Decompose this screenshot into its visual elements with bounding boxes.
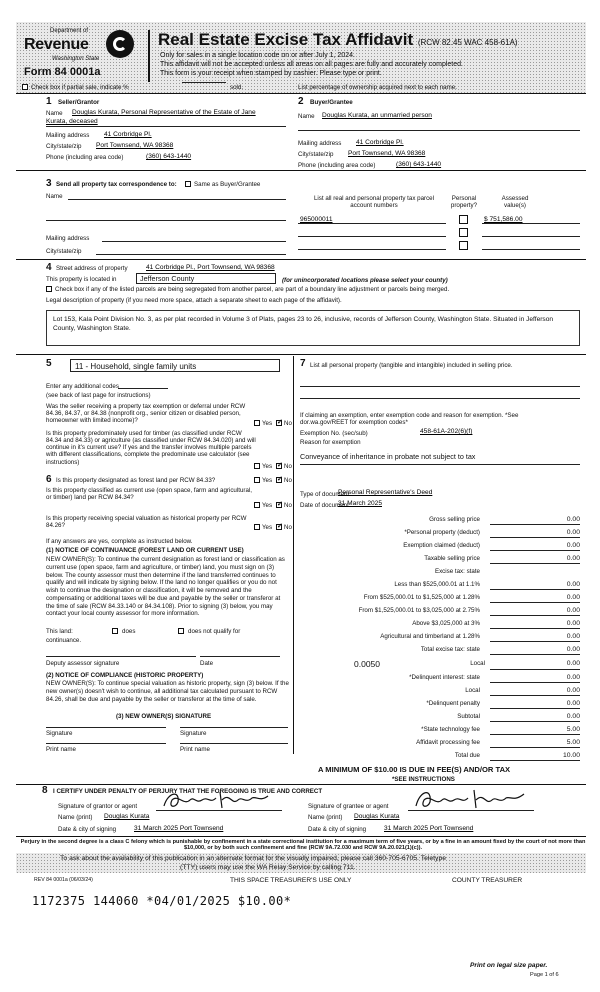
partial-sale-checkbox[interactable] [22,84,28,90]
exemption-intro: If claiming an exemption, enter exemption code and reason for exemption. *See dor.wa.gov/REET for exemption codes* [300,412,519,427]
personal-prop-checkbox-2[interactable] [459,228,468,237]
tax-row [300,633,580,642]
tax-value[interactable]: 0.00 [490,542,580,551]
county-label: This property is located in [46,276,117,283]
legal-label: Legal description of property (if you need more space, attach a separate sheet to each page of the affidavit). [46,297,342,304]
tax-row [300,687,580,696]
owner-print-label-1: Print name [46,746,76,753]
tax-value[interactable]: 0.00 [490,529,580,538]
grantor-sig-label: Signature of grantor or agent [58,803,138,810]
grantor-name-value[interactable]: Douglas Kurata [104,813,150,820]
q-historic: Is this property receiving special valuation as historical property per RCW 84.26? [46,515,247,530]
tax-value[interactable]: 0.00 [490,594,580,603]
section-4-number: 4 [46,262,52,273]
tax-value[interactable]: 0.00 [490,687,580,696]
notice-1-body: NEW OWNER(S): To continue the current designation as forest land or classification as current use (open space, farm and agriculture, or timber) land, you must sign on (3) below. The county assessor must then determine if the land transferred continues to qualify and will indicate by signing below. If the land no longer qualifies or you do not wish to continue the designation or classification, it will be removed and the compensating or additional taxes will be due and payable by the seller or transferor at the time of sale (RCW 84.33.140 or 84.34.108). Prior to signing (3) below, you may contact your local county assessor for more information. [46,556,285,618]
section-7-number: 7 [300,358,306,369]
notice-3-title: (3) NEW OWNER(S) SIGNATURE [116,713,212,720]
rule-s8 [16,784,586,785]
dept-line: Department of [50,28,89,34]
seller-title: Seller/Grantor [58,99,100,106]
tax-label: From $525,000.01 to $1,525,000 at 1.28% [363,594,480,601]
grantor-date-label: Date & city of signing [58,826,117,833]
minimum-due-note: A MINIMUM OF $10.00 IS DUE IN FEE(S) AND/OR TAX [318,765,511,774]
tax-label: *Personal property (deduct) [404,529,480,536]
doc-date-label: Date of document [300,502,349,509]
tax-label: Total excise tax: state [420,646,480,653]
street-value[interactable]: 41 Corbridge Pl., Port Townsend, WA 98368 [146,264,275,271]
q-historic-no[interactable] [276,524,282,530]
buyer-name-value[interactable]: Douglas Kurata, an unmarried person [322,112,432,119]
owner-sig-field-2[interactable] [180,727,288,728]
land-does-not-checkbox[interactable] [178,628,184,634]
tax-label: Agricultural and timberland at 1.28% [380,633,480,640]
seller-mail-label: Mailing address [46,132,90,139]
q-timber-yes-label: Yes [262,463,273,470]
tax-row [300,739,580,748]
deputy-date-label: Date [200,660,214,667]
parcel-line-2 [298,236,446,237]
page-number: Page 1 of 6 [530,972,559,978]
section-2-number: 2 [298,96,304,107]
assessed-line-3 [482,249,580,250]
q-exempt-no[interactable] [276,420,282,426]
corr-city-field[interactable] [96,254,286,255]
doc-date-value[interactable]: 31 March 2025 [338,500,382,507]
seller-phone-value[interactable]: (360) 643-1440 [146,153,192,160]
q-timber-no-label: No [284,463,292,470]
correspondence-title: Send all property tax correspondence to: [56,181,177,188]
legal-description-field[interactable] [46,310,580,346]
tax-row-local [300,660,580,670]
tax-row [300,726,580,735]
personal-prop-field-2[interactable] [300,398,580,399]
header-sub-2: This affidavit will not be accepted unless all areas on all pages are fully and accurately completed. [160,61,463,68]
perjury-notice: Perjury in the second degree is a class C felony which is punishable by confinement in a state correctional institution for a maximum term of five years, or by a fine in an amount fixed by the court of not more than $10,000, or by both such confinement and fine (RCW 9A.72.030 and RCW 9A.20.021(1)(c)). [20,839,586,852]
local-rate[interactable]: 0.0050 [354,659,380,669]
seller-name-1[interactable]: Douglas Kurata, Personal Representative of the Estate of Jane [72,109,256,116]
local-label: Local [470,660,485,667]
personal-prop-title: List all personal property (tangible and intangible) included in selling price. [310,362,513,369]
header-sub-1: Only for sales in a single location code on or after July 1, 2024. [160,52,355,59]
grantee-sig-label: Signature of grantee or agent [308,803,389,810]
form-rcw: (RCW 82.45 WAC 458-61A) [417,38,518,47]
alt-format-line-1: To ask about the availability of this publication in an alternate format for the visually impaired, please call 360-705-6705. Teletype [60,855,447,862]
tax-label: Subtotal [457,713,480,720]
buyer-name-label: Name [298,113,315,120]
header-sub-3: This form is your receipt when stamped by cashier. Please type or print. [160,70,382,77]
seller-name-2[interactable]: Kurata, deceased [46,118,98,125]
reason-line [300,464,580,465]
rev-number: REV 84 0001a (06/03/24) [34,877,93,883]
q-current-use: Is this property classified as current use (open space, farm and agricultural, or timber) land per RCW 84.34? [46,487,253,502]
tax-value[interactable]: 10.00 [490,752,580,761]
tax-label: Taxable selling price [424,555,480,562]
tax-row [300,529,580,538]
codes-note: (see back of last page for instructions) [46,392,151,399]
alt-format-line-2: (TTY) users may use the WA Relay Service by calling 711. [180,864,356,871]
notice-2-title: (2) NOTICE OF COMPLIANCE (HISTORIC PROPERTY) [46,672,204,679]
seller-name-label: Name [46,110,63,117]
tax-value[interactable]: 0.00 [490,674,580,683]
q-historic-yes[interactable] [254,524,260,530]
grantor-date-value[interactable]: 31 March 2025 Port Townsend [134,825,224,832]
assessed-value-1[interactable]: $ 751,586.00 [484,216,523,223]
corr-name-label: Name [46,193,63,200]
grantor-signature[interactable] [160,788,280,812]
seller-phone-label: Phone (including area code) [46,154,124,161]
county-select[interactable] [136,273,276,284]
tax-row [300,555,580,564]
assessed-header: Assessed value(s) [501,195,529,210]
corr-name-line-2 [46,220,286,221]
tax-row [300,646,580,655]
tax-label: Total due [454,752,480,759]
tax-value[interactable]: 0.00 [490,555,580,564]
tax-label: From $1,525,000.01 to $3,025,000 at 2.75% [358,607,480,614]
tax-value[interactable]: 0.00 [490,516,580,525]
partial-percent-field[interactable] [182,82,226,83]
corr-city-label: City/state/zip [46,248,82,255]
tax-value[interactable]: 0.00 [490,581,580,590]
section-5-number: 5 [46,358,52,369]
doc-type-value[interactable]: Personal Representative's Deed [338,489,433,496]
reason-value[interactable]: Conveyance of inheritance in probate not subject to tax [300,452,476,461]
grantee-signature[interactable] [410,786,530,812]
sold-label: sold. [230,84,244,91]
q-exempt-no-label: No [284,420,292,427]
grantor-name-label: Name (print) [58,814,93,821]
tax-label: *Delinquent penalty [426,700,480,707]
tax-row [300,607,580,616]
owner-print-field-1[interactable] [46,743,166,744]
tax-value [490,568,580,575]
q-historic-yes-label: Yes [262,524,273,531]
logo-swoosh-icon [106,30,134,58]
form-title: Real Estate Excise Tax Affidavit [158,30,414,49]
see-instructions: *SEE INSTRUCTIONS [392,776,455,783]
rule-s2 [16,170,586,171]
rule-s4 [16,354,586,355]
land-use-value: 11 - Household, single family units [75,362,197,371]
cashier-receipt-stamp: 1172375 144060 *04/01/2025 $10.00* [32,894,292,908]
tax-label: *Delinquent interest: state [409,674,480,681]
tax-row [300,594,580,603]
corr-mail-label: Mailing address [46,235,90,242]
buyer-mail-value[interactable]: 41 Corbridge Pl. [356,139,404,146]
codes-label: Enter any additional codes [46,383,119,390]
parcel-line-1 [298,223,446,224]
buyer-city-value[interactable]: Port Townsend, WA 98368 [348,150,426,157]
treasurer-use: THIS SPACE TREASURER'S USE ONLY [230,877,352,884]
column-divider [293,356,294,754]
q-timber-no[interactable] [276,463,282,469]
buyer-mail-label: Mailing address [298,140,342,147]
tax-row [300,700,580,709]
tax-row [300,713,580,722]
land-does-checkbox[interactable] [112,628,118,634]
tax-row [300,568,580,575]
personal-prop-checkbox-3[interactable] [459,241,468,250]
tax-row [300,516,580,525]
segregated-checkbox[interactable] [46,286,52,292]
legal-description-value: Lot 153, Kala Point Division No. 3, as per plat recorded in Volume 3 of Plats, pages 23 to 26, inclusive, records of Jefferson County, Washington State. Situated in Jefferson County, Washington State. [53,316,554,333]
tax-label: *State technology fee [421,726,480,733]
land-does-not-label: does not qualify for [188,628,241,635]
county-select-value: Jefferson County [140,274,195,283]
tax-label: Gross selling price [429,516,480,523]
grantee-name-value[interactable]: Douglas Kurata [354,813,400,820]
q-timber: Is this property predominately used for timber (as classified under RCW 84.34 and 84.33) or agriculture (as classified under RCW 84.34.020) and will continue in it's current use? If yes and the transfer involves multiple parcels with different classifications, complete the predominate use calculator (see instructions) [46,430,256,466]
personal-prop-field-1[interactable] [300,386,580,387]
street-label: Street address of property [56,265,128,272]
this-land-label: This land: [46,628,73,635]
same-as-buyer-checkbox[interactable] [185,181,191,187]
codes-field[interactable] [118,388,168,389]
brand-name: Revenue [24,36,89,53]
county-note: (for unincorporated locations please select your county) [282,277,448,284]
q-forest-no-label: No [284,477,292,484]
doc-type-label: Type of document [300,491,350,498]
tax-row [300,674,580,683]
personal-prop-header: Personal property? [450,195,478,210]
q-exempt-yes[interactable] [254,420,260,426]
continuance-label: continuance. [46,637,82,644]
tax-value[interactable]: 0.00 [490,633,580,642]
deputy-sig-label: Deputy assessor signature [46,660,120,667]
seller-name-line [46,126,286,127]
seller-city-value[interactable]: Port Townsend, WA 98368 [96,142,174,149]
section-3-number: 3 [46,178,52,189]
form-title-wrap [158,30,578,50]
tax-value[interactable]: 0.00 [490,713,580,722]
dor-logo [22,24,142,88]
grantee-date-value[interactable]: 31 March 2025 Port Townsend [384,825,474,832]
grantee-date-label: Date & city of signing [308,826,367,833]
grantee-name-label: Name (print) [308,814,343,821]
q-forest: Is this property designated as forest land per RCW 84.33? [56,477,216,484]
parcel-number-1[interactable]: 965000011 [300,216,333,223]
print-legal-note: Print on legal size paper. [470,962,548,969]
owner-sig-field-1[interactable] [46,727,166,728]
owner-print-label-2: Print name [180,746,210,753]
section-6-number: 6 [46,474,52,485]
section-1-number: 1 [46,96,52,107]
tax-label: Less than $525,000.01 at 1.1% [394,581,480,588]
tax-value[interactable]: 0.00 [490,700,580,709]
q-historic-no-label: No [284,524,292,531]
exemption-no-value[interactable]: 458-61A-202(6)(f) [420,428,473,435]
tax-value[interactable]: 5.00 [490,739,580,748]
buyer-title: Buyer/Grantee [310,99,353,106]
notice-1-title: (1) NOTICE OF CONTINUANCE (FOREST LAND OR CURRENT USE) [46,547,244,554]
q-forest-no[interactable] [276,477,282,483]
local-value[interactable]: 0.00 [490,660,580,670]
certify-text: I CERTIFY UNDER PENALTY OF PERJURY THAT THE FOREGOING IS TRUE AND CORRECT [53,788,323,795]
header-rule [16,93,586,94]
segregated-label: Check box if any of the listed parcels are being segregated from another parcel, are part of a boundary line adjustment or parcels being merged. [55,286,450,293]
state-line: Washington State [52,56,100,62]
deputy-sig-field[interactable] [46,656,196,657]
grantor-sig-line [156,810,282,811]
land-does-label: does [122,628,136,635]
same-as-buyer-label: Same as Buyer/Grantee [194,181,261,188]
owner-sig-label-2: Signature [180,730,207,737]
assessed-line-1 [482,223,580,224]
tax-row-total [300,752,580,761]
q-current-no-label: No [284,502,292,509]
deputy-date-field[interactable] [200,656,280,657]
q-exempt-yes-label: Yes [262,420,273,427]
parcel-line-3 [298,249,446,250]
tax-value[interactable]: 0.00 [490,646,580,655]
ownership-note: List percentage of ownership acquired next to each name. [298,84,457,91]
assessed-line-2 [482,236,580,237]
partial-sale-label: Check box if partial sale, indicate % [31,84,129,91]
tax-value[interactable]: 0.00 [490,607,580,616]
county-treasurer: COUNTY TREASURER [452,877,523,884]
buyer-city-label: City/state/zip [298,151,334,158]
reason-label: Reason for exemption [300,439,361,446]
tax-label: Affidavit processing fee [416,739,480,746]
tax-label: Above $3,025,000 at 3% [412,620,480,627]
rule-s3 [16,259,586,260]
buyer-phone-label: Phone (including area code) [298,162,376,169]
title-divider [148,30,150,82]
tax-row [300,542,580,551]
q-exempt: Was the seller receiving a property tax exemption or deferral under RCW 84.36, 84.37, or 84.38 (nonprofit org., senior citizen or disabled person, homeowner with limited income)? [46,403,246,425]
tax-value[interactable]: 5.00 [490,726,580,735]
corr-name-field[interactable] [68,199,286,200]
q-timber-yes[interactable] [254,463,260,469]
if-yes-note: If any answers are yes, complete as instructed below. [46,538,193,545]
buyer-phone-value[interactable]: (360) 643-1440 [396,161,442,168]
owner-print-field-2[interactable] [180,743,288,744]
section-8-number: 8 [42,785,48,796]
exemption-no-label: Exemption No. (sec/sub) [300,430,368,437]
owner-sig-label-1: Signature [46,730,73,737]
tax-value[interactable]: 0.00 [490,620,580,629]
parcel-list-header: List all real and personal property tax parcel account numbers [313,195,435,210]
form-number: Form 84 0001a [24,66,101,78]
notice-2-body: NEW OWNER(S): To continue special valuation as historic property, sign (3) below. If the new owner(s) doesn't wish to continue, all additional tax calculated pursuant to RCW 84.26, shall be due and payable by the seller or transferor at the time of sale. [46,680,289,703]
tax-label: Excise tax: state [434,568,480,575]
corr-mail-field[interactable] [102,241,286,242]
q-forest-yes-label: Yes [262,477,273,484]
q-forest-yes[interactable] [254,477,260,483]
q-current-yes[interactable] [254,502,260,508]
q-current-no[interactable] [276,502,282,508]
personal-prop-checkbox-1[interactable] [459,215,468,224]
rule-footer [16,836,586,837]
buyer-name-line [298,130,580,131]
tax-row [300,620,580,629]
tax-label: Local [465,687,480,694]
seller-city-label: City/state/zip [46,143,82,150]
q-current-yes-label: Yes [262,502,273,509]
tax-label: Exemption claimed (deduct) [403,542,480,549]
grantee-sig-line [408,810,534,811]
land-use-select[interactable] [70,359,280,372]
tax-row [300,581,580,590]
seller-mail-value[interactable]: 41 Corbridge Pl. [104,131,152,138]
